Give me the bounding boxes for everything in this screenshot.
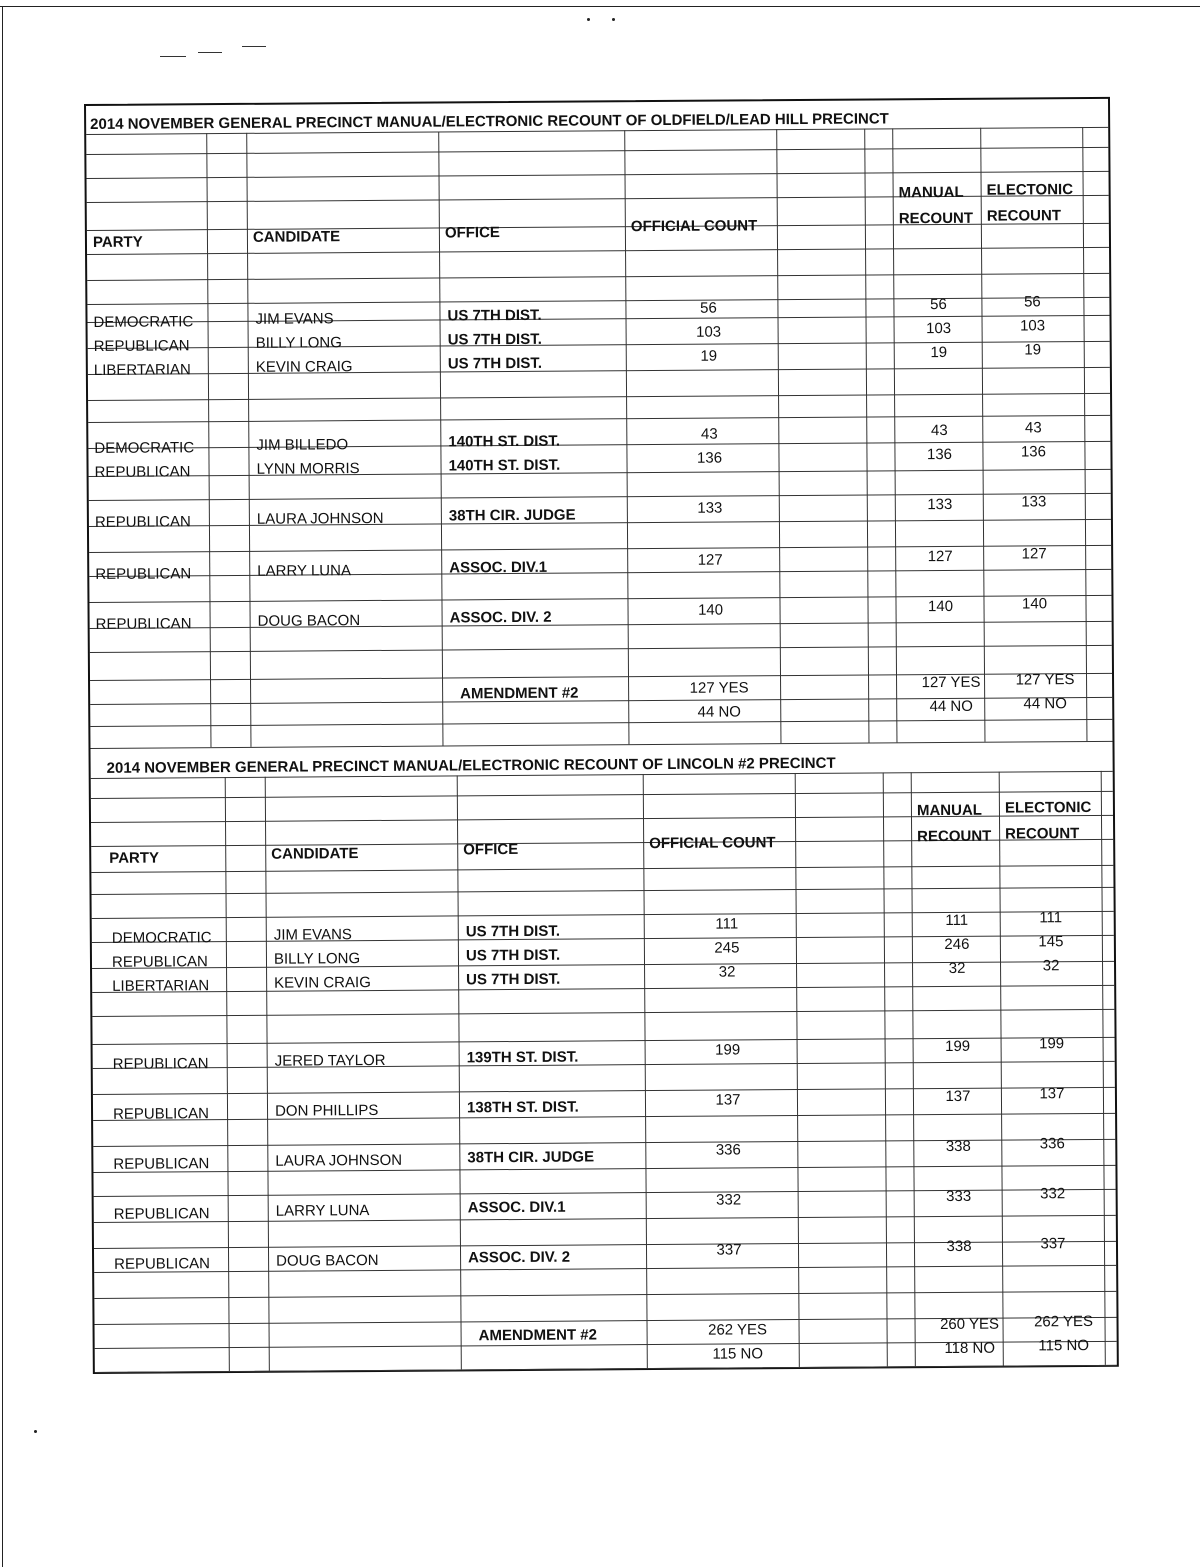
grid-column-line [624,130,629,744]
office-cell: ASSOC. DIV. 2 [468,1248,571,1267]
grid-row-line [88,367,1110,375]
manual-recount-cell: 136 [926,445,953,464]
party-cell: REPUBLICAN [94,463,191,481]
manual-recount-cell: 127 [927,547,953,566]
header-manual-2: RECOUNT [898,209,974,228]
party-cell: LIBERTARIAN [93,361,191,379]
amendment-label: AMENDMENT #2 [460,684,579,703]
header-party: PARTY [109,849,160,867]
party-cell: DEMOCRATIC [93,313,194,331]
amendment-official-yes: 262 YES [708,1321,768,1339]
amendment-official-no: 44 NO [697,703,741,721]
office-cell: 38TH CIR. JUDGE [467,1148,595,1167]
header-party: PARTY [92,233,143,251]
electronic-recount-cell: 32 [1042,957,1060,975]
grid-row-line [87,171,1109,179]
candidate-cell: DON PHILLIPS [274,1101,379,1120]
amendment-manual-yes: 260 YES [939,1315,1000,1334]
electronic-recount-cell: 19 [1024,341,1042,359]
grid-row-line [91,791,1113,799]
section-grid [86,99,1108,106]
electronic-recount-cell: 111 [1039,909,1063,927]
office-cell: US 7TH DIST. [447,330,542,349]
amendment-electronic-no: 115 NO [1038,1337,1090,1355]
manual-recount-cell: 338 [945,1137,971,1156]
official-count-cell: 332 [716,1191,742,1209]
scan-mark [198,52,222,53]
party-cell: REPUBLICAN [113,1155,210,1173]
candidate-cell: JIM EVANS [273,926,352,944]
scan-mark [242,46,266,47]
electronic-recount-cell: 140 [1021,595,1048,613]
official-count-cell: 137 [715,1091,741,1109]
amendment-label: AMENDMENT #2 [478,1326,598,1345]
candidate-cell: LYNN MORRIS [256,460,360,478]
grid-column-line [265,777,270,1371]
office-cell: 140TH ST. DIST. [448,456,561,475]
electronic-recount-cell: 103 [1019,317,1046,335]
grid-column-line [643,774,648,1368]
party-cell: REPUBLICAN [112,1105,209,1123]
candidate-cell: KEVIN CRAIG [255,358,353,376]
grid-row-line [93,1061,1115,1069]
recount-sheet [84,97,1119,1374]
official-count-cell: 32 [718,963,736,981]
grid-column-line [206,133,211,747]
grid-row-line [89,469,1111,477]
office-cell: US 7TH DIST. [447,354,543,373]
grid-row-line [92,1009,1114,1017]
grid-column-line [246,133,251,747]
official-count-cell: 136 [696,449,723,467]
office-cell: US 7TH DIST. [465,922,561,941]
grid-column-line [883,772,888,1366]
grid-row-line [88,393,1110,401]
header-candidate: CANDIDATE [271,845,359,863]
manual-recount-cell: 103 [926,319,952,338]
grid-row-line [90,741,1112,749]
party-cell: DEMOCRATIC [111,929,212,947]
header-candidate: CANDIDATE [252,228,341,246]
grid-row-line [93,1165,1115,1173]
grid-row-line [87,247,1109,255]
official-count-cell: 140 [697,601,724,619]
grid-column-line [457,775,462,1369]
party-cell: REPUBLICAN [112,1055,209,1073]
manual-recount-cell: 32 [948,959,966,977]
grid-row-line [87,273,1109,281]
candidate-cell: JIM EVANS [255,310,334,328]
header-electronic-1: ELECTONIC [1004,798,1092,817]
grid-row-line [92,887,1114,895]
manual-recount-cell: 56 [930,295,947,314]
electronic-recount-cell: 127 [1021,545,1047,563]
party-cell: LIBERTARIAN [112,977,210,995]
office-cell: US 7TH DIST. [466,970,561,989]
candidate-cell: JIM BILLEDO [256,436,349,454]
header-official-count: OFFICIAL COUNT [630,217,758,236]
grid-column-line [999,772,1004,1366]
amendment-manual-no: 44 NO [929,697,973,716]
manual-recount-cell: 133 [927,495,953,514]
official-count-cell: 336 [715,1141,741,1159]
grid-column-line [911,772,916,1366]
header-electronic-2: RECOUNT [986,207,1062,225]
electronic-recount-cell: 56 [1024,293,1041,311]
manual-recount-cell: 43 [930,421,948,440]
party-cell: REPUBLICAN [93,337,190,355]
scan-speck [587,18,590,21]
electronic-recount-cell: 199 [1039,1035,1065,1053]
header-manual-1: MANUAL [916,801,983,820]
official-count-cell: 127 [697,551,723,569]
grid-row-line [92,985,1114,993]
electronic-recount-cell: 136 [1020,443,1047,461]
amendment-electronic-no: 44 NO [1023,695,1067,713]
grid-row-line [91,865,1113,873]
official-count-cell: 43 [700,425,718,443]
header-office: OFFICE [463,840,519,859]
candidate-cell: KEVIN CRAIG [274,974,371,992]
party-cell: DEMOCRATIC [94,439,195,457]
official-count-cell: 56 [700,299,717,317]
grid-row-line [93,1113,1115,1121]
office-cell: US 7TH DIST. [465,946,561,965]
amendment-electronic-yes: 127 YES [1015,671,1075,689]
office-cell: ASSOC. DIV.1 [467,1198,566,1217]
grid-row-line [89,519,1111,527]
grid-column-line [1101,771,1106,1365]
precinct-section [86,99,1108,721]
header-office: OFFICE [444,224,500,242]
office-cell: 140TH ST. DIST. [448,432,561,451]
manual-recount-cell: 137 [945,1087,971,1106]
party-cell: REPUBLICAN [114,1255,211,1273]
header-manual-2: RECOUNT [917,827,992,846]
grid-row-line [90,645,1112,653]
manual-recount-cell: 199 [945,1037,971,1056]
office-cell: ASSOC. DIV. 2 [449,608,552,627]
header-electronic-1: ELECTONIC [986,181,1074,199]
candidate-cell: LAURA JOHNSON [256,509,384,528]
grid-row-line [90,719,1112,727]
electronic-recount-cell: 145 [1038,933,1064,951]
manual-recount-cell: 333 [946,1187,972,1206]
official-count-cell: 337 [716,1241,742,1259]
candidate-cell: JERED TAYLOR [274,1051,386,1070]
party-cell: REPUBLICAN [94,513,191,531]
manual-recount-cell: 246 [944,935,970,954]
electronic-recount-cell: 137 [1039,1085,1065,1103]
section-title: 2014 NOVEMBER GENERAL PRECINCT MANUAL/ELECTRONIC RECOUNT OF OLDFIELD/LEAD HILL PRECINCT [90,110,889,133]
office-cell: 139TH ST. DIST. [466,1048,579,1067]
candidate-cell: BILLY LONG [273,950,361,968]
manual-recount-cell: 111 [945,911,969,930]
grid-column-line [795,773,800,1367]
official-count-cell: 133 [697,499,723,517]
grid-row-line [94,1265,1116,1273]
electronic-recount-cell: 133 [1021,493,1047,511]
electronic-recount-cell: 43 [1024,419,1042,437]
grid-column-line [1082,127,1087,741]
party-cell: REPUBLICAN [111,953,208,971]
party-cell: REPUBLICAN [95,615,192,633]
electronic-recount-cell: 336 [1039,1135,1065,1153]
official-count-cell: 245 [714,939,740,957]
grid-row-line [89,569,1111,577]
header-electronic-2: RECOUNT [1005,825,1080,843]
official-count-cell: 111 [715,915,739,933]
amendment-official-yes: 127 YES [689,679,749,697]
page-left-rule [2,6,3,1567]
electronic-recount-cell: 337 [1040,1235,1066,1253]
official-count-cell: 199 [715,1041,741,1059]
electronic-recount-cell: 332 [1040,1185,1066,1203]
candidate-cell: BILLY LONG [255,334,342,352]
grid-column-line [864,129,869,743]
official-count-cell: 103 [696,323,722,341]
office-cell: 138TH ST. DIST. [466,1098,579,1117]
party-cell: REPUBLICAN [113,1205,210,1223]
candidate-cell: DOUG BACON [276,1251,379,1270]
candidate-cell: LAURA JOHNSON [275,1151,403,1170]
party-cell: REPUBLICAN [95,565,192,583]
grid-row-line [95,1365,1117,1373]
amendment-manual-no: 118 NO [944,1339,996,1358]
grid-row-line [90,621,1112,629]
manual-recount-cell: 338 [946,1237,972,1256]
scan-speck [34,1430,37,1433]
grid-row-line [94,1215,1116,1223]
candidate-cell: LARRY LUNA [275,1202,370,1220]
amendment-official-no: 115 NO [712,1345,764,1363]
page-top-rule [0,6,1200,7]
office-cell: ASSOC. DIV.1 [449,558,548,577]
grid-row-line [94,1291,1116,1299]
candidate-cell: DOUG BACON [257,612,361,630]
grid-column-line [225,777,230,1371]
amendment-manual-yes: 127 YES [921,673,981,692]
grid-row-line [86,147,1108,155]
candidate-cell: LARRY LUNA [257,562,351,580]
scan-speck [612,18,615,21]
office-cell: 38TH CIR. JUDGE [448,506,576,525]
office-cell: US 7TH DIST. [447,306,542,325]
section-title: 2014 NOVEMBER GENERAL PRECINCT MANUAL/ELECTRONIC RECOUNT OF LINCOLN #2 PRECINCT [106,754,836,777]
manual-recount-cell: 140 [927,597,954,616]
grid-column-line [438,132,443,746]
amendment-electronic-yes: 262 YES [1033,1312,1094,1331]
grid-column-line [776,129,781,743]
official-count-cell: 19 [700,347,718,365]
header-manual-1: MANUAL [898,183,964,202]
manual-recount-cell: 19 [930,343,948,362]
header-official-count: OFFICIAL COUNT [649,834,776,853]
scan-mark [160,56,186,57]
